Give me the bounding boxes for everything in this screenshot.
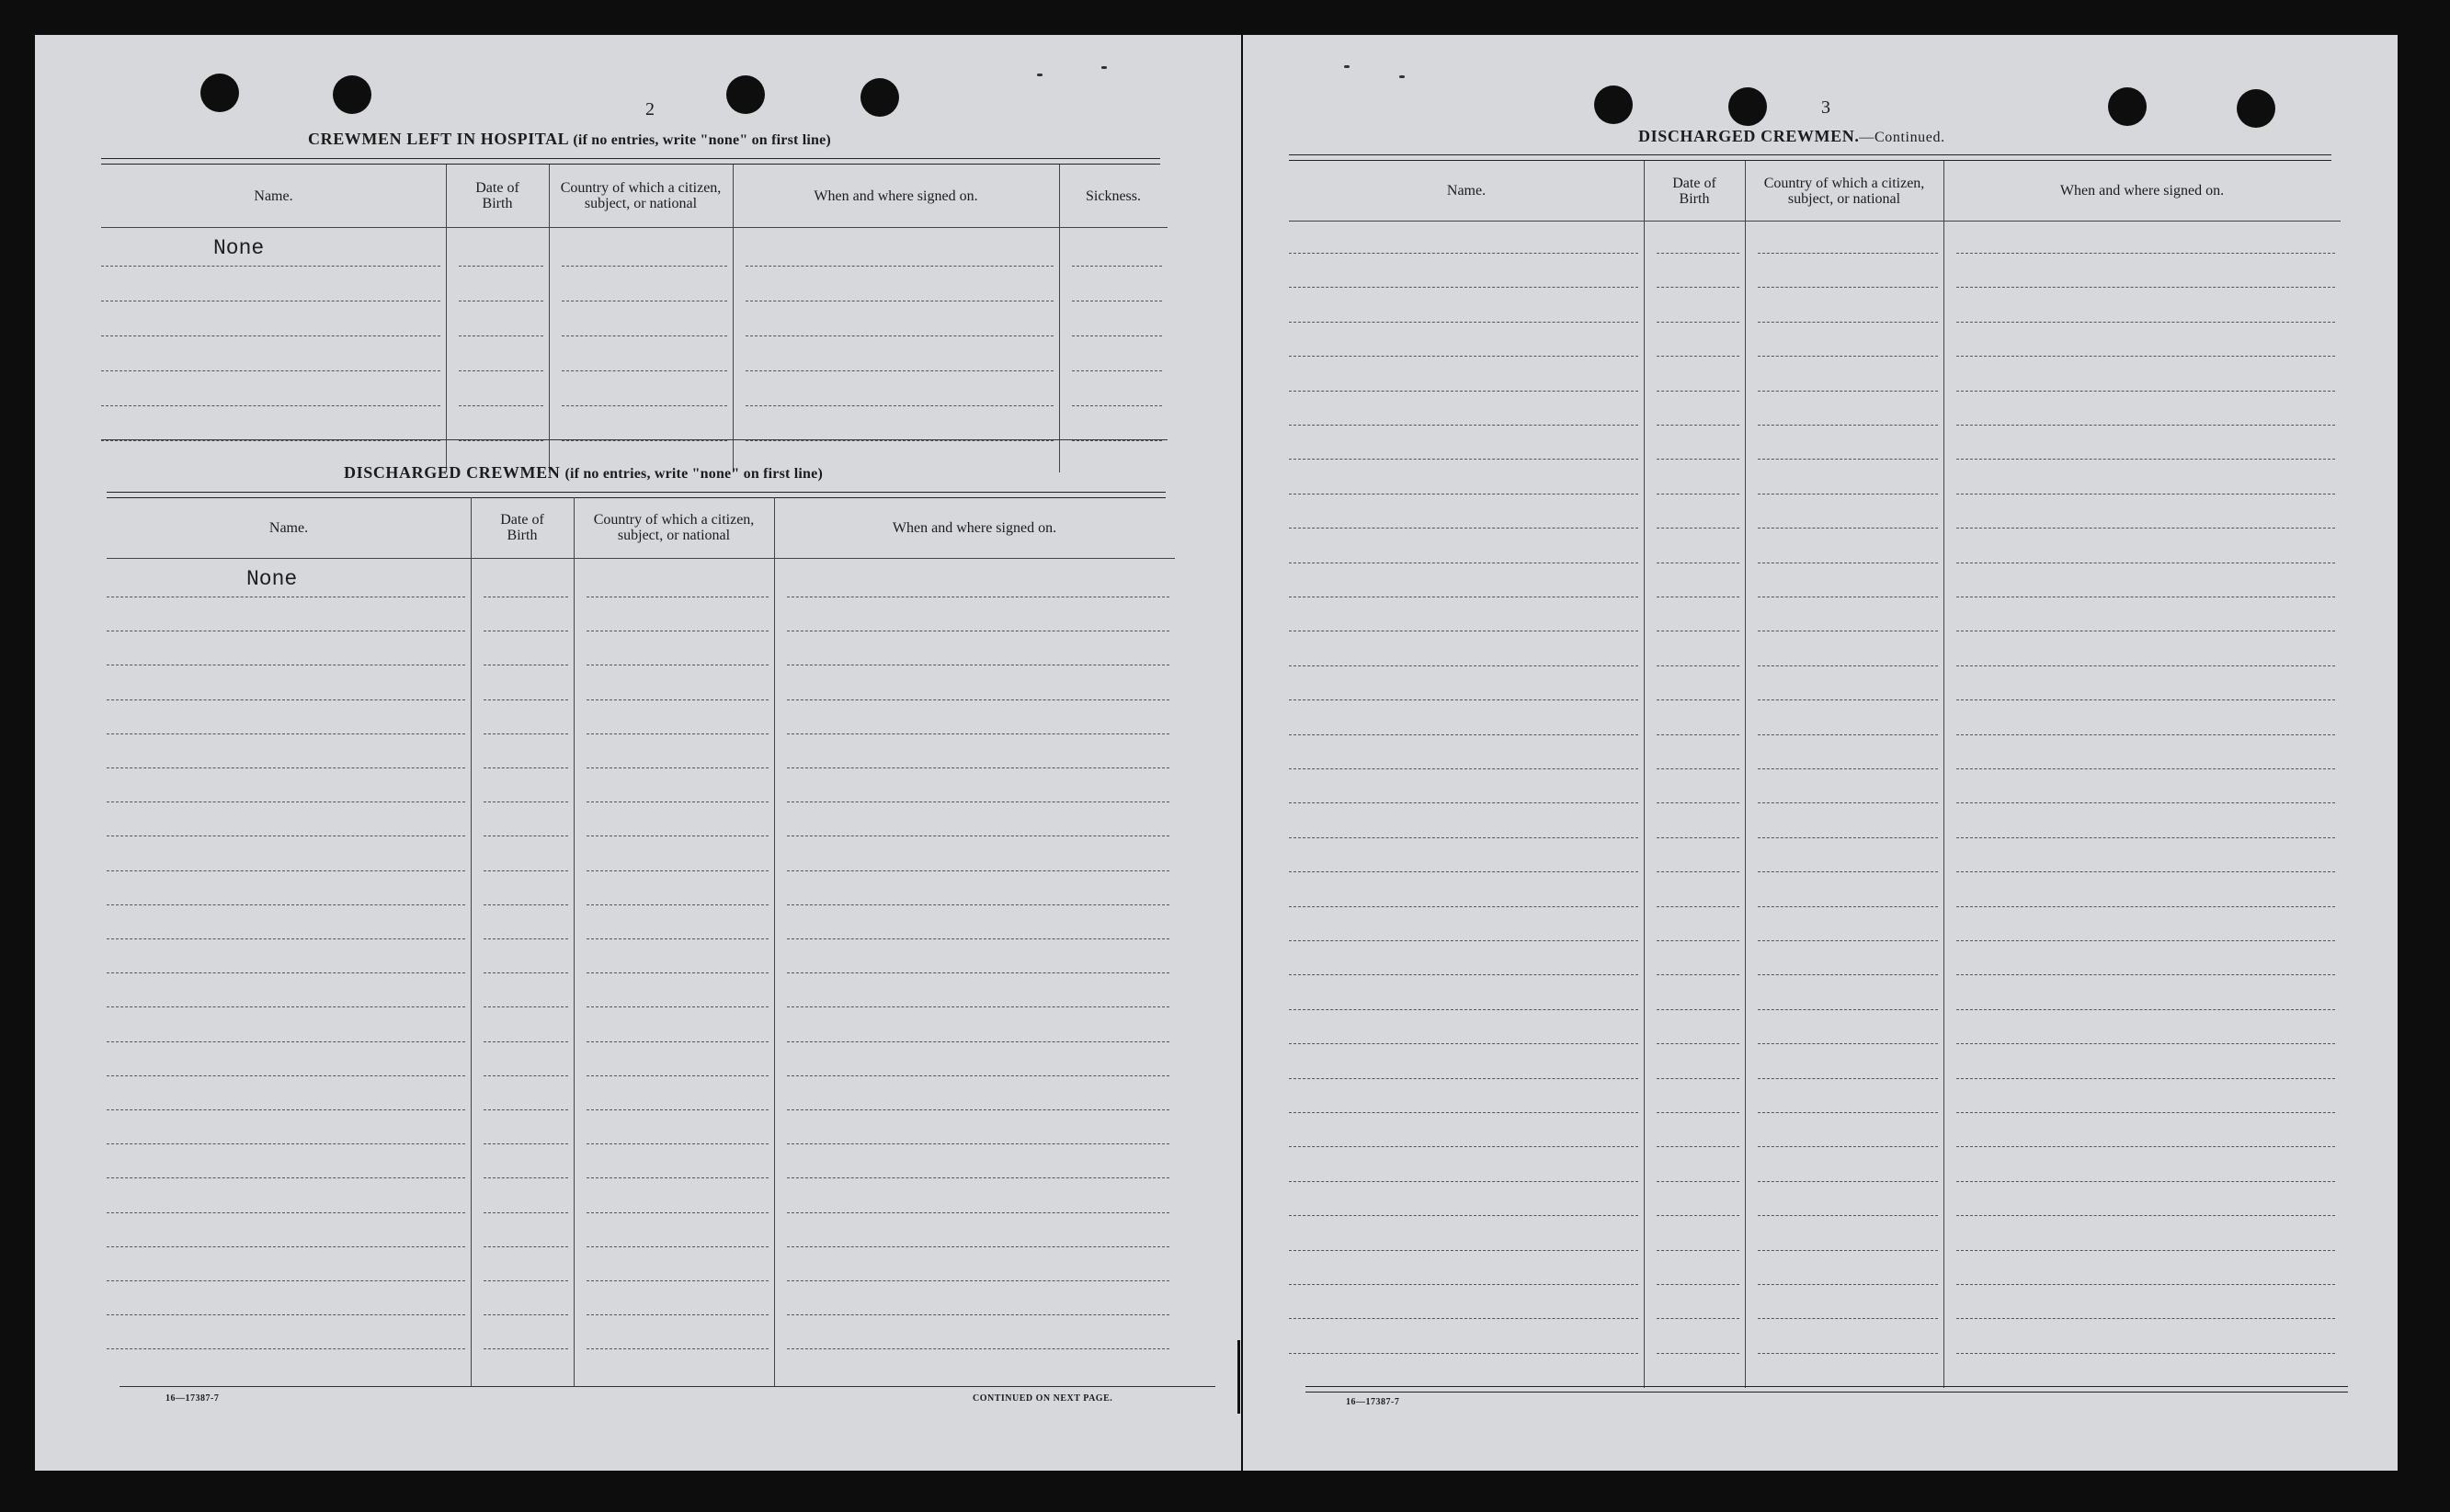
ruled-line <box>1657 425 1739 426</box>
ruled-line <box>1956 391 2335 392</box>
ruled-line <box>587 1314 769 1315</box>
ruled-line <box>107 767 465 768</box>
ruled-line <box>1956 1284 2335 1285</box>
discharged-section-title: DISCHARGED CREWMEN (if no entries, write "none" on first line) <box>344 463 823 482</box>
ruled-line <box>1657 1146 1739 1147</box>
ruled-line <box>1956 528 2335 529</box>
ruled-line <box>1289 494 1638 495</box>
ruled-line <box>1758 253 1938 254</box>
ruled-line <box>787 767 1169 768</box>
ruled-line <box>587 1348 769 1349</box>
ruled-line <box>1758 322 1938 323</box>
ruled-line <box>1072 266 1162 267</box>
col-header-sickness: Sickness. <box>1086 188 1141 204</box>
continued-note: CONTINUED ON NEXT PAGE. <box>973 1393 1113 1404</box>
ruled-line <box>787 1246 1169 1247</box>
ruled-line <box>1758 1181 1938 1182</box>
ruled-line <box>1956 1078 2335 1079</box>
ruled-line <box>107 733 465 734</box>
ruled-line <box>787 972 1169 973</box>
col-header-country: Country of which a citizen, subject, or national <box>593 512 755 543</box>
ruled-line <box>1657 1250 1739 1251</box>
ruled-line <box>1289 322 1638 323</box>
ruled-line <box>746 335 1054 336</box>
col-header-signed-on: When and where signed on. <box>814 188 978 204</box>
ruled-line <box>484 1143 568 1144</box>
ruled-line <box>1072 335 1162 336</box>
first-entry: None <box>246 567 298 591</box>
ruled-line <box>1956 1112 2335 1113</box>
ruled-line <box>1956 287 2335 288</box>
ruled-line <box>587 1075 769 1076</box>
ruled-line <box>107 1246 465 1247</box>
ruled-line <box>484 1280 568 1281</box>
ruled-line <box>587 870 769 871</box>
ruled-line <box>1758 459 1938 460</box>
ruled-line <box>787 1280 1169 1281</box>
ruled-line <box>1072 370 1162 371</box>
ruled-line <box>1289 871 1638 872</box>
ruled-line <box>1657 1284 1739 1285</box>
ruled-line <box>484 767 568 768</box>
ruled-line <box>1289 940 1638 941</box>
ruled-line <box>1657 459 1739 460</box>
ruled-line <box>1289 906 1638 907</box>
ruled-line <box>1758 1078 1938 1079</box>
ruled-line <box>746 440 1054 441</box>
ruled-line <box>1072 405 1162 406</box>
ruled-line <box>1289 425 1638 426</box>
ruled-line <box>1956 1353 2335 1354</box>
col-header-signed-on: When and where signed on. <box>2059 183 2225 199</box>
col-header-country: Country of which a citizen, subject, or national <box>1763 175 1925 207</box>
ruled-line <box>587 767 769 768</box>
ruled-line <box>587 699 769 700</box>
ruled-line <box>101 370 440 371</box>
ruled-line <box>107 1314 465 1315</box>
discharged-continued-table <box>1289 161 2341 1388</box>
ruled-line <box>484 699 568 700</box>
ruled-line <box>1956 1146 2335 1147</box>
ruled-line <box>107 1177 465 1178</box>
right-page <box>1243 35 2398 1471</box>
ruled-line <box>101 335 440 336</box>
ruled-line <box>1657 528 1739 529</box>
ruled-line <box>1289 1112 1638 1113</box>
ruled-line <box>107 801 465 802</box>
ruled-line <box>484 904 568 905</box>
ruled-line <box>1657 1215 1739 1216</box>
first-entry: None <box>213 236 265 260</box>
ruled-line <box>587 1212 769 1213</box>
ruled-line <box>787 904 1169 905</box>
ruled-line <box>1956 1009 2335 1010</box>
punch-hole <box>333 75 371 114</box>
ruled-line <box>1289 287 1638 288</box>
ruled-line <box>484 1109 568 1110</box>
ruled-line <box>746 405 1054 406</box>
ruled-line <box>1758 1043 1938 1044</box>
ruled-line <box>107 938 465 939</box>
ruled-line <box>1657 1078 1739 1079</box>
punch-hole <box>1594 85 1633 124</box>
ruled-line <box>1956 356 2335 357</box>
ruled-line <box>1758 974 1938 975</box>
hospital-table <box>101 165 1168 472</box>
ruled-line <box>787 1212 1169 1213</box>
ruled-line <box>459 335 543 336</box>
ruled-line <box>587 938 769 939</box>
ruled-line <box>1758 1146 1938 1147</box>
ruled-line <box>787 1348 1169 1349</box>
ruled-line <box>1289 837 1638 838</box>
ruled-line <box>484 938 568 939</box>
discharged-continued-title: DISCHARGED CREWMEN.—Continued. <box>1638 127 1945 145</box>
ruled-line <box>1657 253 1739 254</box>
ruled-line <box>1956 494 2335 495</box>
ruled-line <box>1657 356 1739 357</box>
ruled-line <box>1289 459 1638 460</box>
ruled-line <box>1956 871 2335 872</box>
punch-hole <box>200 74 239 112</box>
ruled-line <box>484 972 568 973</box>
ruled-line <box>107 1212 465 1213</box>
col-header-dob: Date of Birth <box>1672 175 1716 207</box>
ruled-line <box>1758 287 1938 288</box>
ruled-line <box>107 1075 465 1076</box>
ruled-line <box>1072 440 1162 441</box>
ruled-line <box>1758 1250 1938 1251</box>
ruled-line <box>587 1006 769 1007</box>
ruled-line <box>1657 1009 1739 1010</box>
page-number: 2 <box>645 99 655 119</box>
ruled-line <box>101 266 440 267</box>
ruled-line <box>587 1280 769 1281</box>
ruled-line <box>746 266 1054 267</box>
ruled-line <box>1289 1009 1638 1010</box>
ruled-line <box>101 440 440 441</box>
ruled-line <box>1956 768 2335 769</box>
ruled-line <box>484 870 568 871</box>
ruled-line <box>107 1041 465 1042</box>
ruled-line <box>1758 802 1938 803</box>
ruled-line <box>1956 974 2335 975</box>
ruled-line <box>484 1212 568 1213</box>
ruled-line <box>1758 940 1938 941</box>
ruled-line <box>787 1143 1169 1144</box>
ruled-line <box>107 1143 465 1144</box>
punch-hole <box>1728 87 1767 126</box>
ruled-line <box>1289 356 1638 357</box>
ruled-line <box>107 1006 465 1007</box>
col-header-name: Name. <box>1446 183 1487 199</box>
ruled-line <box>787 1041 1169 1042</box>
ruled-line <box>484 1177 568 1178</box>
ruled-line <box>484 801 568 802</box>
ruled-line <box>587 1246 769 1247</box>
ruled-line <box>484 1075 568 1076</box>
ruled-line <box>107 904 465 905</box>
ruled-line <box>587 904 769 905</box>
ruled-line <box>1956 699 2335 700</box>
ruled-line <box>1657 391 1739 392</box>
ruled-line <box>1758 494 1938 495</box>
ruled-line <box>459 266 543 267</box>
ruled-line <box>587 1177 769 1178</box>
ruled-line <box>1289 1215 1638 1216</box>
ruled-line <box>459 370 543 371</box>
ruled-line <box>1956 940 2335 941</box>
ruled-line <box>1657 940 1739 941</box>
ruled-line <box>1289 1146 1638 1147</box>
ruled-line <box>1289 974 1638 975</box>
ruled-line <box>1758 871 1938 872</box>
ruled-line <box>1956 322 2335 323</box>
ruled-line <box>787 870 1169 871</box>
ruled-line <box>787 938 1169 939</box>
ruled-line <box>1657 322 1739 323</box>
ruled-line <box>1657 699 1739 700</box>
ruled-line <box>1956 1250 2335 1251</box>
ruled-line <box>1289 802 1638 803</box>
ruled-line <box>1758 665 1938 666</box>
ruled-line <box>1657 837 1739 838</box>
ruled-line <box>787 1006 1169 1007</box>
col-header-signed-on: When and where signed on. <box>892 519 1057 536</box>
hospital-section-title: CREWMEN LEFT IN HOSPITAL (if no entries, write "none" on first line) <box>308 130 831 148</box>
ruled-line <box>484 733 568 734</box>
ruled-line <box>587 733 769 734</box>
ruled-line <box>1289 665 1638 666</box>
ruled-line <box>787 699 1169 700</box>
ruled-line <box>1758 1215 1938 1216</box>
ruled-line <box>107 972 465 973</box>
punch-hole <box>2237 89 2275 128</box>
ruled-line <box>484 1314 568 1315</box>
ruled-line <box>1956 253 2335 254</box>
col-header-country: Country of which a citizen, subject, or national <box>560 180 722 211</box>
ruled-line <box>107 699 465 700</box>
ruled-line <box>587 972 769 973</box>
ruled-line <box>1289 1353 1638 1354</box>
ruled-line <box>1289 734 1638 735</box>
ruled-line <box>107 1280 465 1281</box>
ruled-line <box>1657 734 1739 735</box>
ruled-line <box>1758 356 1938 357</box>
ruled-line <box>1657 1181 1739 1182</box>
ruled-line <box>1289 1250 1638 1251</box>
ruled-line <box>459 440 543 441</box>
ruled-line <box>1289 1284 1638 1285</box>
ruled-line <box>562 405 727 406</box>
ruled-line <box>787 1314 1169 1315</box>
ruled-line <box>1956 1215 2335 1216</box>
ruled-line <box>1758 425 1938 426</box>
ruled-line <box>787 733 1169 734</box>
form-number: 16—17387-7 <box>1346 1397 1400 1407</box>
ruled-line <box>1758 528 1938 529</box>
ruled-line <box>1657 1112 1739 1113</box>
ruled-line <box>587 1041 769 1042</box>
ruled-line <box>787 1109 1169 1110</box>
ruled-line <box>746 370 1054 371</box>
col-header-name: Name. <box>268 519 309 536</box>
ruled-line <box>1657 287 1739 288</box>
ruled-line <box>107 1348 465 1349</box>
ruled-line <box>1657 768 1739 769</box>
ruled-line <box>1956 459 2335 460</box>
ruled-line <box>1657 665 1739 666</box>
ruled-line <box>1657 802 1739 803</box>
ruled-line <box>787 1177 1169 1178</box>
ruled-line <box>1956 1181 2335 1182</box>
ruled-line <box>1758 1318 1938 1319</box>
ruled-line <box>107 1109 465 1110</box>
ruled-line <box>1289 1078 1638 1079</box>
col-header-dob: Date of Birth <box>475 180 519 211</box>
ruled-line <box>1289 253 1638 254</box>
form-number: 16—17387-7 <box>165 1393 220 1404</box>
ruled-line <box>1289 1043 1638 1044</box>
ruled-line <box>1758 768 1938 769</box>
page-number: 3 <box>1821 97 1830 118</box>
ruled-line <box>1758 1009 1938 1010</box>
ruled-line <box>1758 906 1938 907</box>
ruled-line <box>1956 665 2335 666</box>
ruled-line <box>562 266 727 267</box>
ruled-line <box>459 405 543 406</box>
ruled-line <box>1289 699 1638 700</box>
ruled-line <box>484 1041 568 1042</box>
ruled-line <box>1758 1284 1938 1285</box>
ruled-line <box>484 1348 568 1349</box>
ruled-line <box>484 1006 568 1007</box>
ruled-line <box>1289 768 1638 769</box>
ruled-line <box>787 1075 1169 1076</box>
ruled-line <box>107 870 465 871</box>
punch-hole <box>2108 87 2147 126</box>
ruled-line <box>1657 1043 1739 1044</box>
punch-hole <box>726 75 765 114</box>
ruled-line <box>484 1246 568 1247</box>
ruled-line <box>1956 802 2335 803</box>
ruled-line <box>1956 425 2335 426</box>
ruled-line <box>1758 391 1938 392</box>
ruled-line <box>1657 1353 1739 1354</box>
left-page <box>35 35 1241 1471</box>
ruled-line <box>101 405 440 406</box>
discharged-table <box>107 497 1175 1386</box>
ruled-line <box>1956 837 2335 838</box>
ruled-line <box>1758 1112 1938 1113</box>
col-header-dob: Date of Birth <box>500 512 544 543</box>
punch-hole <box>860 78 899 117</box>
ruled-line <box>1289 391 1638 392</box>
ruled-line <box>1657 494 1739 495</box>
ruled-line <box>787 801 1169 802</box>
ruled-line <box>1956 1043 2335 1044</box>
ruled-line <box>562 335 727 336</box>
ruled-line <box>1289 1181 1638 1182</box>
ruled-line <box>1657 906 1739 907</box>
ruled-line <box>587 1143 769 1144</box>
ruled-line <box>1956 1318 2335 1319</box>
ruled-line <box>1758 837 1938 838</box>
ruled-line <box>1657 871 1739 872</box>
col-header-name: Name. <box>254 188 293 204</box>
ruled-line <box>562 370 727 371</box>
ruled-line <box>1758 1353 1938 1354</box>
ruled-line <box>562 440 727 441</box>
ruled-line <box>1956 734 2335 735</box>
ruled-line <box>1657 974 1739 975</box>
ruled-line <box>587 1109 769 1110</box>
ruled-line <box>1289 1318 1638 1319</box>
ruled-line <box>1758 699 1938 700</box>
ruled-line <box>587 801 769 802</box>
ruled-line <box>1289 528 1638 529</box>
ruled-line <box>1758 734 1938 735</box>
ruled-line <box>1956 906 2335 907</box>
ruled-line <box>1657 1318 1739 1319</box>
